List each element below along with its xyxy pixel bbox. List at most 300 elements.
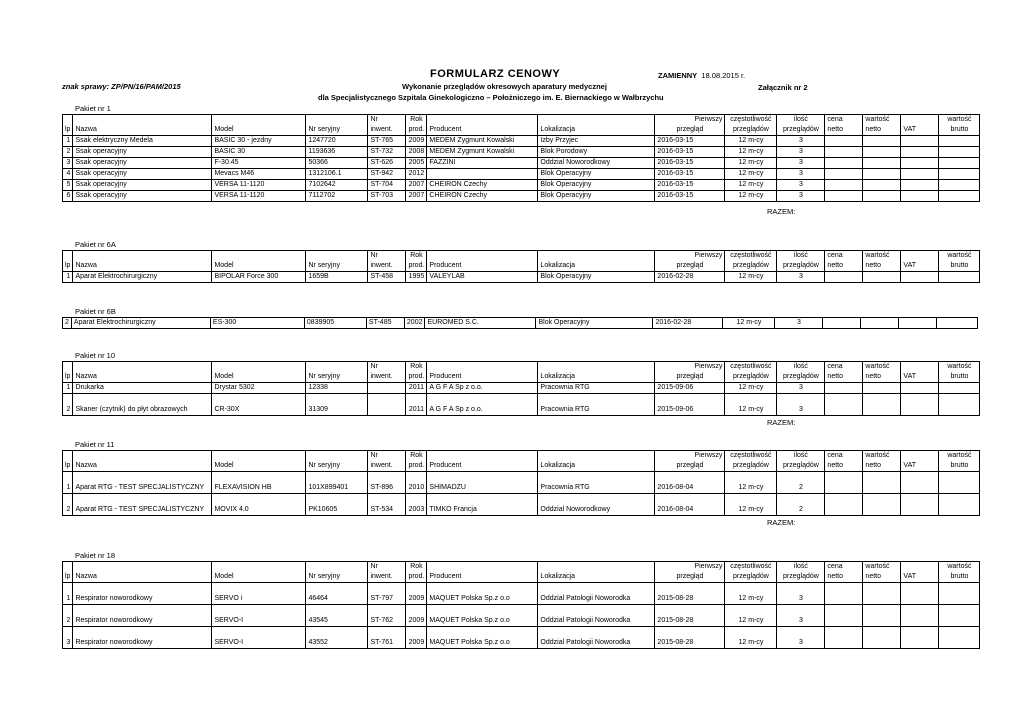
header-device-model: Model (212, 572, 306, 583)
header-serial-number: Nr seryjny (306, 125, 368, 136)
manufacturer: MAQUET Polska Sp.z o.o (427, 627, 538, 649)
header-first-inspection-date: Pierwszy (655, 362, 725, 373)
manufacturer: MEDEM Zygmunt Kowalski (427, 136, 538, 147)
vat (901, 272, 939, 283)
header-production-year: Rok (406, 362, 427, 373)
net-price (825, 147, 863, 158)
vat (901, 605, 939, 627)
header-net-value: wartość (863, 251, 901, 262)
header-production-year: prod. (406, 125, 427, 136)
header-location: Lokalizacja (538, 125, 655, 136)
header-inspection-frequency: przeglądów (725, 261, 777, 272)
net-price (825, 583, 863, 605)
case-reference: znak sprawy: ZP/PN/16/PAM/2015 (62, 82, 181, 91)
device-model: CR-30X (212, 394, 306, 416)
device-name: Ssak operacyjny (73, 158, 212, 169)
vat (899, 318, 937, 329)
table-row (63, 147, 980, 158)
inventory-number: ST-797 (368, 583, 406, 605)
header-vat: VAT (901, 125, 939, 136)
header-net-price: cena (825, 251, 863, 262)
gross-value (939, 494, 980, 516)
row-number: 6 (63, 191, 73, 202)
inventory-number: ST-458 (368, 272, 406, 283)
pricing-table (62, 250, 980, 283)
header-net-price: netto (825, 572, 863, 583)
header-net-value: netto (863, 372, 901, 383)
header-vat (901, 251, 939, 262)
serial-number: 43545 (306, 605, 368, 627)
device-name: Skaner (czytnik) do płyt obrazowych (73, 394, 212, 416)
production-year: 2012 (406, 169, 427, 180)
net-value (863, 136, 901, 147)
header-serial-number (306, 451, 368, 462)
header-net-price: cena (825, 451, 863, 462)
gross-value (939, 272, 980, 283)
header-manufacturer (427, 251, 538, 262)
header-inventory-number: inwent. (368, 261, 406, 272)
device-name: Respirator noworodkowy (73, 605, 212, 627)
razem-label: RAZEM: (767, 207, 796, 216)
header-inspection-count: przeglądów (777, 572, 825, 583)
production-year: 2009 (406, 627, 427, 649)
serial-number: 1193636 (306, 147, 368, 158)
header-inspection-frequency: przeglądów (725, 125, 777, 136)
net-price (825, 169, 863, 180)
location: Blok Operacyjny (538, 191, 655, 202)
net-price (825, 494, 863, 516)
header-inventory-number: Nr (368, 362, 406, 373)
section-label-11: Pakiet nr 11 (75, 440, 115, 449)
net-price (825, 472, 863, 494)
form-title: FORMULARZ CENOWY (430, 68, 561, 80)
header-device-model (212, 451, 306, 462)
header-gross-value: wartość (939, 562, 980, 573)
header-first-inspection-date: przegląd (655, 461, 725, 472)
row-number: 4 (63, 169, 73, 180)
razem-label: RAZEM: (767, 518, 796, 527)
device-model: Mevacs M46 (212, 169, 306, 180)
inspection-frequency: 12 m-cy (725, 180, 777, 191)
serial-number: 50366 (306, 158, 368, 169)
header-row-number (63, 562, 73, 573)
first-inspection-date: 2016-02-28 (653, 318, 723, 329)
table-row (63, 472, 980, 494)
row-number: 2 (63, 147, 73, 158)
header-inventory-number: Nr (368, 562, 406, 573)
header-net-value: netto (863, 461, 901, 472)
pricing-table (62, 361, 980, 416)
device-name: Aparat Elektrochirurgiczny (71, 318, 210, 329)
table-row (63, 583, 980, 605)
header-inspection-count: przeglądów (777, 372, 825, 383)
first-inspection-date: 2016-08-04 (655, 472, 725, 494)
header-manufacturer: Producent (427, 261, 538, 272)
header-device-name: Nazwa (73, 461, 212, 472)
inventory-number: ST-703 (368, 191, 406, 202)
vat (901, 147, 939, 158)
header-device-name: Nazwa (73, 261, 212, 272)
device-name: Respirator noworodkowy (73, 583, 212, 605)
header-vat (901, 362, 939, 373)
header-device-name (73, 562, 212, 573)
location: Blok Porodowy (538, 147, 655, 158)
header-inspection-count: przeglądów (777, 261, 825, 272)
device-model: ES-300 (210, 318, 304, 329)
table-header-top (63, 115, 980, 126)
header-manufacturer: Producent (427, 125, 538, 136)
header-net-value: wartość (863, 451, 901, 462)
table-row (63, 627, 980, 649)
vat (901, 627, 939, 649)
header-gross-value: brutto (939, 261, 980, 272)
net-value (863, 272, 901, 283)
header-location: Lokalizacja (538, 461, 655, 472)
header-device-model (212, 562, 306, 573)
inspection-frequency: 12 m-cy (725, 136, 777, 147)
manufacturer: A G F A Sp z o.o. (427, 383, 538, 394)
gross-value (939, 605, 980, 627)
header-row-number: lp (63, 125, 73, 136)
device-name: Aparat RTG - TEST SPECJALISTYCZNY (73, 472, 212, 494)
location: Blok Operacyjny (538, 169, 655, 180)
header-inventory-number: inwent. (368, 372, 406, 383)
header-net-value: wartość (863, 562, 901, 573)
gross-value (939, 583, 980, 605)
table-header-bottom (63, 261, 980, 272)
header-gross-value: wartość (939, 251, 980, 262)
location: Oddzial Noworodkowy (538, 158, 655, 169)
header-device-model (212, 115, 306, 126)
gross-value (939, 472, 980, 494)
first-inspection-date: 2016-03-15 (655, 147, 725, 158)
header-gross-value: wartość (939, 115, 980, 126)
row-number: 1 (63, 272, 73, 283)
header-manufacturer: Producent (427, 372, 538, 383)
serial-number: 31309 (306, 394, 368, 416)
device-model: SERVO i (212, 583, 306, 605)
row-number: 2 (63, 394, 73, 416)
inventory-number: ST-534 (368, 494, 406, 516)
header-serial-number: Nr seryjny (306, 372, 368, 383)
device-model: BASIC 30 - jezdny (212, 136, 306, 147)
header-inspection-frequency: przeglądów (725, 372, 777, 383)
table-header-top (63, 562, 980, 573)
header-location (538, 251, 655, 262)
header-manufacturer (427, 115, 538, 126)
header-device-name: Nazwa (73, 572, 212, 583)
header-inspection-frequency: częstotliwość (725, 562, 777, 573)
device-model: F-30.45 (212, 158, 306, 169)
net-price (825, 136, 863, 147)
inspection-frequency: 12 m-cy (725, 472, 777, 494)
vat (901, 494, 939, 516)
inspection-frequency: 12 m-cy (725, 147, 777, 158)
net-price (825, 394, 863, 416)
production-year: 2007 (406, 191, 427, 202)
header-inventory-number: inwent. (368, 125, 406, 136)
inspection-frequency: 12 m-cy (725, 191, 777, 202)
first-inspection-date: 2016-03-15 (655, 180, 725, 191)
inspection-count: 3 (777, 605, 825, 627)
production-year: 2009 (406, 136, 427, 147)
inspection-frequency: 12 m-cy (725, 272, 777, 283)
first-inspection-date: 2016-03-15 (655, 136, 725, 147)
header-production-year: prod. (406, 261, 427, 272)
inspection-count: 3 (777, 627, 825, 649)
header-serial-number (306, 562, 368, 573)
gross-value (939, 180, 980, 191)
subtitle-line-2: dla Specjalistycznego Szpitala Ginekologiczno – Położniczego im. E. Biernackiego w Wałbrzychu (318, 93, 664, 102)
serial-number: 1312106.1 (306, 169, 368, 180)
production-year: 2007 (406, 180, 427, 191)
header-device-name (73, 115, 212, 126)
header-device-name (73, 451, 212, 462)
header-inspection-count: ilość (777, 562, 825, 573)
header-inspection-count: ilość (777, 362, 825, 373)
gross-value (939, 191, 980, 202)
gross-value (939, 169, 980, 180)
location: Blok Operacyjny (538, 180, 655, 191)
net-price (825, 272, 863, 283)
pricing-table (62, 114, 980, 202)
device-name: Ssak operacyjny (73, 147, 212, 158)
manufacturer: A G F A Sp z o.o. (427, 394, 538, 416)
net-value (863, 158, 901, 169)
header-first-inspection-date: przegląd (655, 125, 725, 136)
header-manufacturer: Producent (427, 572, 538, 583)
header-net-price: cena (825, 562, 863, 573)
table-row (63, 180, 980, 191)
serial-number: 7112702 (306, 191, 368, 202)
serial-number: 101X899401 (306, 472, 368, 494)
row-number: 2 (63, 318, 72, 329)
device-model: BIPOLAR Force 300 (212, 272, 306, 283)
row-number: 3 (63, 627, 73, 649)
inventory-number: ST-732 (368, 147, 406, 158)
header-first-inspection-date: Pierwszy (655, 251, 725, 262)
header-net-price: netto (825, 372, 863, 383)
production-year: 2005 (406, 158, 427, 169)
net-price (825, 627, 863, 649)
header-vat: VAT (901, 372, 939, 383)
gross-value (939, 136, 980, 147)
header-inspection-frequency: częstotliwość (725, 451, 777, 462)
header-gross-value: brutto (939, 372, 980, 383)
header-location (538, 115, 655, 126)
net-value (863, 191, 901, 202)
manufacturer: MAQUET Polska Sp.z o.o (427, 605, 538, 627)
header-location (538, 451, 655, 462)
table-row (63, 318, 978, 329)
header-production-year: prod. (406, 461, 427, 472)
first-inspection-date: 2016-03-15 (655, 191, 725, 202)
first-inspection-date: 2015-08-28 (655, 605, 725, 627)
header-inspection-frequency: częstotliwość (725, 251, 777, 262)
header-serial-number: Nr seryjny (306, 461, 368, 472)
header-inspection-count: ilość (777, 115, 825, 126)
net-price (823, 318, 861, 329)
inspection-frequency: 12 m-cy (725, 605, 777, 627)
net-price (825, 180, 863, 191)
table-header-top (63, 251, 980, 262)
device-model: SERVO-I (212, 605, 306, 627)
device-model: BASIC 30 (212, 147, 306, 158)
manufacturer: SHIMADZU (427, 472, 538, 494)
inspection-frequency: 12 m-cy (723, 318, 775, 329)
device-model: Drystar 5302 (212, 383, 306, 394)
header-net-value: wartość (863, 362, 901, 373)
header-location (538, 562, 655, 573)
header-inventory-number: inwent. (368, 461, 406, 472)
net-value (863, 494, 901, 516)
inventory-number: ST-761 (368, 627, 406, 649)
header-row-number (63, 451, 73, 462)
inspection-frequency: 12 m-cy (725, 394, 777, 416)
manufacturer: MEDEM Zygmunt Kowalski (427, 147, 538, 158)
inspection-frequency: 12 m-cy (725, 169, 777, 180)
vat (901, 583, 939, 605)
production-year: 2009 (406, 605, 427, 627)
vat (901, 136, 939, 147)
device-name: Ssak elektryczny Medela (73, 136, 212, 147)
header-gross-value: wartość (939, 451, 980, 462)
location: Blok Operacyjny (536, 318, 653, 329)
header-vat (901, 115, 939, 126)
header-vat (901, 451, 939, 462)
header-vat: VAT (901, 572, 939, 583)
table-row (63, 494, 980, 516)
production-year: 2008 (406, 147, 427, 158)
serial-number: 43552 (306, 627, 368, 649)
header-vat (901, 562, 939, 573)
vat (901, 169, 939, 180)
header-first-inspection-date: Pierwszy (655, 115, 725, 126)
header-net-price: netto (825, 261, 863, 272)
gross-value (939, 147, 980, 158)
gross-value (939, 383, 980, 394)
table-header-top (63, 362, 980, 373)
table-row (63, 136, 980, 147)
device-name: Aparat RTG - TEST SPECJALISTYCZNY (73, 494, 212, 516)
header-inspection-count: przeglądów (777, 461, 825, 472)
header-device-model: Model (212, 125, 306, 136)
row-number: 5 (63, 180, 73, 191)
razem-label: RAZEM: (767, 418, 796, 427)
header-inspection-frequency: przeglądów (725, 572, 777, 583)
manufacturer: FAZZINI (427, 158, 538, 169)
header-row-number: lp (63, 372, 73, 383)
net-value (863, 383, 901, 394)
header-inspection-count: ilość (777, 451, 825, 462)
first-inspection-date: 2015-09-06 (655, 394, 725, 416)
header-production-year: prod. (406, 372, 427, 383)
pricing-table (62, 561, 980, 649)
vat (901, 158, 939, 169)
header-production-year: Rok (406, 451, 427, 462)
device-model: MOVIX 4.0 (212, 494, 306, 516)
header-serial-number (306, 251, 368, 262)
production-year: 2010 (406, 472, 427, 494)
header-net-price: netto (825, 125, 863, 136)
first-inspection-date: 2016-03-15 (655, 158, 725, 169)
first-inspection-date: 2016-02-28 (655, 272, 725, 283)
header-device-model: Model (212, 261, 306, 272)
serial-number: 1659B (306, 272, 368, 283)
table-header-bottom (63, 125, 980, 136)
inspection-frequency: 12 m-cy (725, 627, 777, 649)
location: Pracownia RTG (538, 383, 655, 394)
header-device-name (73, 362, 212, 373)
production-year: 2002 (404, 318, 425, 329)
header-row-number (63, 362, 73, 373)
table-row (63, 169, 980, 180)
inspection-count: 2 (777, 494, 825, 516)
manufacturer: MAQUET Polska Sp.z o.o (427, 583, 538, 605)
serial-number: 0839905 (304, 318, 366, 329)
inspection-count: 3 (777, 136, 825, 147)
attachment-label: Załącznik nr 2 (758, 83, 808, 92)
production-year: 2011 (406, 383, 427, 394)
header-inspection-count: przeglądów (777, 125, 825, 136)
serial-number: 1247720 (306, 136, 368, 147)
header-row-number: lp (63, 572, 73, 583)
net-price (825, 383, 863, 394)
header-net-value: wartość (863, 115, 901, 126)
header-manufacturer (427, 562, 538, 573)
inventory-number: ST-896 (368, 472, 406, 494)
device-model: VERSA 11-1120 (212, 191, 306, 202)
zamienny-label (658, 71, 745, 80)
header-net-price: cena (825, 115, 863, 126)
pricing-table (62, 450, 980, 516)
pricing-table (62, 317, 978, 329)
header-net-price: cena (825, 362, 863, 373)
header-first-inspection-date: Pierwszy (655, 451, 725, 462)
net-price (825, 191, 863, 202)
row-number: 1 (63, 383, 73, 394)
header-manufacturer (427, 451, 538, 462)
header-location: Lokalizacja (538, 572, 655, 583)
gross-value (939, 627, 980, 649)
header-net-value: netto (863, 125, 901, 136)
location: Oddzial Patologii Noworodka (538, 605, 655, 627)
header-serial-number (306, 115, 368, 126)
inspection-count: 3 (777, 147, 825, 158)
header-device-name (73, 251, 212, 262)
inventory-number (368, 383, 406, 394)
first-inspection-date: 2015-09-06 (655, 383, 725, 394)
serial-number: 7102642 (306, 180, 368, 191)
header-manufacturer (427, 362, 538, 373)
vat (901, 472, 939, 494)
device-name: Ssak operacyjny (73, 169, 212, 180)
header-serial-number: Nr seryjny (306, 572, 368, 583)
table-row (63, 394, 980, 416)
row-number: 2 (63, 494, 73, 516)
inventory-number: ST-762 (368, 605, 406, 627)
table-row (63, 605, 980, 627)
table-row (63, 383, 980, 394)
manufacturer: CHEIRON Czechy (427, 191, 538, 202)
section-label-6b: Pakiet nr 6B (75, 307, 116, 316)
gross-value (939, 158, 980, 169)
inventory-number: ST-942 (368, 169, 406, 180)
device-name: Ssak operacyjny (73, 191, 212, 202)
manufacturer: TIMKO Francja (427, 494, 538, 516)
header-first-inspection-date: Pierwszy (655, 562, 725, 573)
header-gross-value: brutto (939, 461, 980, 472)
